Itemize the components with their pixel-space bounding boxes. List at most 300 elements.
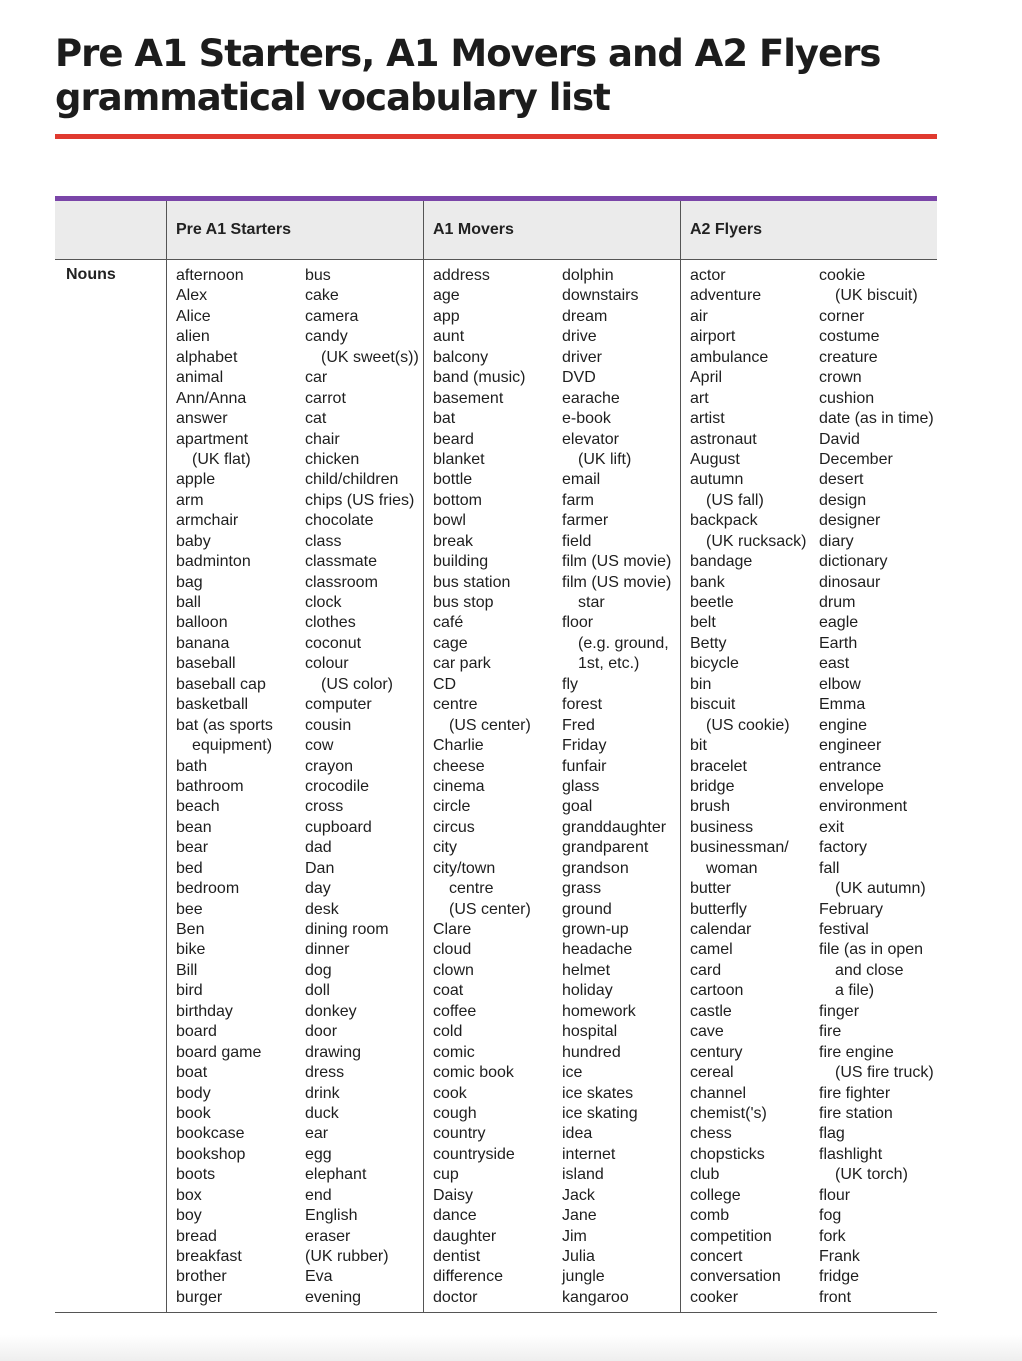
vocabulary-word: English: [305, 1207, 358, 1225]
vocabulary-word: beard: [433, 430, 474, 448]
vocabulary-word: airport: [690, 328, 736, 346]
vocabulary-word: date (as in time): [819, 410, 934, 428]
vocabulary-word: camel: [690, 941, 733, 959]
vocabulary-word: bat: [433, 410, 456, 428]
vocabulary-word: cup: [433, 1166, 459, 1184]
vocabulary-word: festival: [819, 921, 869, 938]
vocabulary-word: Jack: [562, 1186, 595, 1204]
vocabulary-word: Clare: [433, 921, 472, 938]
vocabulary-word: basketball: [176, 696, 249, 714]
vocabulary-word: (US color): [321, 675, 394, 693]
vocabulary-word: clock: [305, 594, 342, 611]
vocabulary-word: adventure: [690, 287, 762, 305]
vocabulary-word: burger: [176, 1288, 223, 1306]
vocabulary-word: cage: [433, 634, 468, 652]
vocabulary-word: CD: [433, 675, 457, 693]
vocabulary-word: cook: [433, 1084, 467, 1102]
vocabulary-word: bus stop: [433, 594, 494, 611]
vocabulary-word: car park: [433, 655, 491, 673]
vocabulary-word: dining room: [305, 921, 389, 938]
vocabulary-word: (e.g. ground,: [578, 634, 669, 652]
vocabulary-word: coffee: [433, 1002, 477, 1020]
vocabulary-word: bathroom: [176, 777, 244, 795]
vocabulary-word: concert: [690, 1248, 743, 1265]
vocabulary-word: fire fighter: [819, 1084, 891, 1102]
vocabulary-word: (UK rucksack): [706, 532, 807, 550]
vocabulary-word: baby: [176, 532, 211, 550]
vocabulary-word: dinosaur: [819, 573, 881, 591]
word-column: [690, 266, 806, 1308]
vocabulary-word: dad: [305, 839, 332, 857]
vocabulary-word: Jane: [562, 1207, 597, 1225]
vocabulary-word: film (US movie): [562, 573, 672, 591]
vocabulary-word: dog: [305, 961, 332, 979]
header-pre-a1-starters: Pre A1 Starters: [176, 221, 292, 238]
vocabulary-word: granddaughter: [562, 818, 667, 836]
vocabulary-word: air: [690, 307, 708, 325]
vocabulary-word: factory: [819, 839, 868, 857]
vocabulary-word: (UK flat): [192, 450, 251, 468]
vocabulary-word: bee: [176, 900, 203, 918]
vocabulary-word: cookie: [819, 267, 866, 284]
vocabulary-word: crocodile: [305, 777, 370, 795]
vocabulary-word: dictionary: [819, 553, 888, 571]
header-a2-flyers: A2 Flyers: [690, 221, 763, 238]
vocabulary-word: forest: [562, 696, 603, 714]
vocabulary-word: fire station: [819, 1104, 893, 1122]
vocabulary-word: internet: [562, 1145, 616, 1163]
vocabulary-word: downstairs: [562, 287, 639, 305]
word-column: [176, 266, 273, 1308]
vocabulary-word: birthday: [176, 1002, 233, 1020]
vocabulary-word: banana: [176, 634, 230, 652]
vocabulary-word: dentist: [433, 1248, 481, 1265]
vocabulary-word: Daisy: [433, 1186, 474, 1204]
vocabulary-word: bookcase: [176, 1125, 245, 1143]
vocabulary-word: designer: [819, 512, 881, 530]
vocabulary-word: coconut: [305, 634, 362, 652]
vocabulary-word: business: [690, 818, 754, 836]
vocabulary-word: helmet: [562, 961, 611, 979]
vocabulary-word: entrance: [819, 757, 882, 775]
vocabulary-word: (UK lift): [578, 450, 632, 468]
vocabulary-word: bear: [176, 839, 209, 857]
vocabulary-word: ball: [176, 594, 201, 611]
vocabulary-word: cave: [690, 1023, 724, 1041]
vocabulary-word: centre: [449, 880, 494, 898]
vocabulary-word: equipment): [192, 737, 273, 755]
vocabulary-word: 1st, etc.): [578, 655, 640, 673]
vocabulary-word: Frank: [819, 1248, 860, 1265]
vocabulary-word: bicycle: [690, 655, 739, 673]
vocabulary-word: grandson: [562, 859, 629, 877]
vocabulary-word: eagle: [819, 614, 859, 632]
vocabulary-word: star: [578, 594, 605, 611]
vocabulary-word: basement: [433, 389, 504, 407]
vocabulary-word: art: [690, 389, 709, 407]
vocabulary-word: car: [305, 369, 328, 387]
vocabulary-word: e-book: [562, 410, 611, 428]
vocabulary-word: chemist('s): [690, 1104, 767, 1122]
vocabulary-word: beach: [176, 798, 220, 816]
vocabulary-word: (US cookie): [706, 716, 790, 734]
vocabulary-word: chocolate: [305, 512, 374, 530]
vocabulary-word: beetle: [690, 594, 734, 611]
vocabulary-word: engine: [819, 716, 868, 734]
vocabulary-word: bus station: [433, 573, 511, 591]
vocabulary-word: (UK autumn): [835, 880, 926, 898]
vocabulary-word: calendar: [690, 921, 752, 938]
word-column: [433, 266, 531, 1308]
vocabulary-word: kangaroo: [562, 1288, 629, 1306]
vocabulary-word: ice skates: [562, 1084, 634, 1102]
vocabulary-word: Jim: [562, 1227, 587, 1245]
vocabulary-word: cold: [433, 1023, 463, 1041]
vocabulary-word: autumn: [690, 471, 744, 489]
vocabulary-word: chess: [690, 1125, 732, 1143]
vocabulary-word: Bill: [176, 961, 198, 979]
vocabulary-word: drink: [305, 1084, 340, 1102]
vocabulary-word: conversation: [690, 1268, 781, 1286]
vocabulary-word: August: [690, 450, 740, 468]
vocabulary-word: bridge: [690, 777, 735, 795]
vocabulary-word: comic book: [433, 1064, 514, 1082]
vocabulary-word: cartoon: [690, 982, 744, 1000]
vocabulary-word: holiday: [562, 982, 613, 1000]
vocabulary-word: diary: [819, 532, 854, 550]
vocabulary-word: chair: [305, 430, 340, 448]
vocabulary-word: breakfast: [176, 1248, 242, 1265]
title-underline-rule: [55, 134, 937, 139]
vocabulary-word: brother: [176, 1268, 227, 1286]
vocabulary-word: animal: [176, 369, 224, 387]
vocabulary-word: finger: [819, 1002, 860, 1020]
vocabulary-word: candy: [305, 328, 348, 346]
vocabulary-word: clothes: [305, 614, 356, 632]
vocabulary-word: ear: [305, 1125, 329, 1143]
vocabulary-word: day: [305, 880, 331, 898]
vocabulary-word: drum: [819, 594, 856, 611]
vocabulary-word: computer: [305, 696, 372, 714]
vocabulary-word: biscuit: [690, 696, 736, 714]
vocabulary-word: Earth: [819, 634, 858, 652]
vocabulary-word: funfair: [562, 757, 607, 775]
vocabulary-word: door: [305, 1023, 338, 1041]
vocabulary-word: comb: [690, 1207, 730, 1225]
vocabulary-word: (US fire truck): [835, 1064, 934, 1082]
vocabulary-word: fog: [819, 1207, 842, 1225]
vocabulary-word: book: [176, 1104, 211, 1122]
vocabulary-word: businessman/: [690, 839, 789, 857]
vocabulary-word: blanket: [433, 450, 485, 468]
vocabulary-word: address: [433, 267, 490, 284]
vocabulary-word: alien: [176, 328, 210, 346]
vocabulary-word: coat: [433, 982, 464, 1000]
vocabulary-word: card: [690, 961, 722, 979]
vocabulary-word: island: [562, 1166, 604, 1184]
vocabulary-word: goal: [562, 798, 593, 816]
vocabulary-word: break: [433, 532, 474, 550]
vocabulary-word: hundred: [562, 1043, 621, 1061]
vocabulary-word: cinema: [433, 777, 485, 795]
vocabulary-word: (US fall): [706, 491, 764, 509]
vocabulary-word: bag: [176, 573, 203, 591]
vocabulary-word: Betty: [690, 634, 727, 652]
vocabulary-word: fork: [819, 1227, 846, 1245]
vocabulary-word: (UK rubber): [305, 1248, 389, 1265]
vocabulary-word: grown-up: [562, 921, 629, 938]
vocabulary-word: design: [819, 491, 867, 509]
vocabulary-word: cat: [305, 410, 327, 428]
vocabulary-word: band (music): [433, 369, 526, 387]
vocabulary-word: fridge: [819, 1268, 860, 1286]
vocabulary-word: cloud: [433, 941, 472, 959]
vocabulary-word: (US center): [449, 716, 531, 734]
vocabulary-word: box: [176, 1186, 202, 1204]
vocabulary-word: egg: [305, 1145, 332, 1163]
vocabulary-word: board: [176, 1023, 217, 1041]
vocabulary-word: farmer: [562, 512, 609, 530]
vocabulary-word: ice skating: [562, 1104, 638, 1122]
vocabulary-word: cupboard: [305, 818, 372, 836]
vocabulary-word: Fred: [562, 716, 595, 734]
vocabulary-word: Alice: [176, 307, 211, 325]
vocabulary-word: east: [819, 655, 850, 673]
vocabulary-word: Dan: [305, 859, 335, 877]
vocabulary-word: camera: [305, 307, 359, 325]
vocabulary-word: circus: [433, 818, 475, 836]
vocabulary-word: Charlie: [433, 737, 484, 755]
vocabulary-word: (UK torch): [835, 1166, 908, 1184]
vocabulary-word: fall: [819, 859, 840, 877]
vocabulary-word: environment: [819, 798, 908, 816]
column-divider: [680, 201, 681, 1313]
vocabulary-word: ice: [562, 1064, 583, 1082]
vocabulary-word: club: [690, 1166, 720, 1184]
vocabulary-word: hospital: [562, 1023, 618, 1041]
vocabulary-word: alphabet: [176, 348, 238, 366]
vocabulary-word: bike: [176, 941, 206, 959]
vocabulary-word: (US center): [449, 900, 531, 918]
vocabulary-word: armchair: [176, 512, 239, 530]
vocabulary-word: desk: [305, 900, 339, 918]
vocabulary-word: doctor: [433, 1288, 478, 1306]
vocabulary-word: bit: [690, 737, 707, 755]
vocabulary-word: field: [562, 532, 592, 550]
vocabulary-word: David: [819, 430, 860, 448]
column-divider: [423, 201, 424, 1313]
vocabulary-word: costume: [819, 328, 880, 346]
vocabulary-word: idea: [562, 1125, 593, 1143]
vocabulary-word: app: [433, 307, 460, 325]
vocabulary-word: daughter: [433, 1227, 497, 1245]
vocabulary-word: belt: [690, 614, 716, 632]
word-column: [819, 266, 934, 1308]
word-column: [305, 266, 419, 1308]
vocabulary-word: (UK biscuit): [835, 287, 918, 305]
vocabulary-word: bird: [176, 982, 203, 1000]
vocabulary-word: café: [433, 614, 464, 632]
vocabulary-word: apartment: [176, 430, 249, 448]
vocabulary-word: baseball cap: [176, 675, 266, 693]
vocabulary-word: farm: [562, 491, 594, 509]
vocabulary-word: file (as in open: [819, 941, 924, 959]
title-line-2: grammatical vocabulary list: [55, 76, 610, 119]
vocabulary-word: eraser: [305, 1227, 351, 1245]
vocabulary-word: jungle: [562, 1268, 605, 1286]
vocabulary-word: Ben: [176, 921, 205, 938]
vocabulary-word: bed: [176, 859, 203, 877]
vocabulary-word: boots: [176, 1166, 216, 1184]
vocabulary-word: cow: [305, 737, 334, 755]
vocabulary-word: ambulance: [690, 348, 769, 366]
page-title: [55, 32, 955, 120]
vocabulary-word: cross: [305, 798, 344, 816]
vocabulary-word: ground: [562, 900, 612, 918]
vocabulary-word: class: [305, 532, 342, 550]
vocabulary-word: child/children: [305, 471, 399, 489]
vocabulary-word: bracelet: [690, 757, 747, 775]
vocabulary-word: bottle: [433, 471, 473, 489]
vocabulary-word: bank: [690, 573, 725, 591]
vocabulary-word: cousin: [305, 716, 352, 734]
vocabulary-word: Emma: [819, 696, 866, 714]
vocabulary-word: elevator: [562, 430, 619, 448]
vocabulary-word: chicken: [305, 450, 360, 468]
vocabulary-word: bottom: [433, 491, 482, 509]
vocabulary-word: clown: [433, 961, 474, 979]
vocabulary-word: cheese: [433, 757, 485, 775]
vocabulary-word: boy: [176, 1207, 202, 1225]
vocabulary-word: Friday: [562, 737, 607, 755]
vocabulary-word: flag: [819, 1125, 845, 1143]
title-line-1: Pre A1 Starters, A1 Movers and A2 Flyers: [55, 32, 881, 75]
vocabulary-word: balloon: [176, 614, 228, 632]
vocabulary-word: bin: [690, 675, 712, 693]
vocabulary-word: century: [690, 1043, 743, 1061]
vocabulary-word: floor: [562, 614, 594, 632]
vocabulary-word: crown: [819, 369, 862, 387]
vocabulary-word: glass: [562, 777, 600, 795]
word-column: [562, 266, 671, 1308]
vocabulary-word: a file): [835, 982, 875, 1000]
vocabulary-word: cake: [305, 287, 339, 305]
vocabulary-word: creature: [819, 348, 878, 366]
vocabulary-word: engineer: [819, 737, 882, 755]
vocabulary-word: artist: [690, 410, 725, 428]
vocabulary-word: front: [819, 1288, 852, 1306]
vocabulary-word: competition: [690, 1227, 772, 1245]
vocabulary-word: bean: [176, 818, 212, 836]
header-a1-movers: A1 Movers: [433, 221, 514, 238]
vocabulary-word: baseball: [176, 655, 236, 673]
vocabulary-word: backpack: [690, 512, 758, 530]
vocabulary-word: February: [819, 900, 884, 918]
row-label-nouns: Nouns: [66, 266, 116, 283]
vocabulary-word: bat (as sports: [176, 716, 273, 734]
vocabulary-word: bandage: [690, 553, 753, 571]
vocabulary-word: classmate: [305, 553, 378, 571]
vocabulary-word: channel: [690, 1084, 747, 1102]
vocabulary-word: city/town: [433, 859, 496, 877]
vocabulary-word: bookshop: [176, 1145, 246, 1163]
vocabulary-word: carrot: [305, 389, 346, 407]
vocabulary-word: elephant: [305, 1166, 367, 1184]
vocabulary-word: December: [819, 450, 893, 468]
vocabulary-word: Eva: [305, 1268, 333, 1286]
vocabulary-word: dream: [562, 307, 608, 325]
vocabulary-word: bread: [176, 1227, 217, 1245]
vocabulary-word: butter: [690, 880, 731, 898]
vocabulary-word: badminton: [176, 553, 251, 571]
vocabulary-word: castle: [690, 1002, 732, 1020]
vocabulary-word: circle: [433, 798, 471, 816]
vocabulary-word: board game: [176, 1043, 262, 1061]
vocabulary-word: end: [305, 1186, 332, 1204]
vocabulary-word: dance: [433, 1207, 477, 1225]
vocabulary-word: college: [690, 1186, 741, 1204]
vocabulary-word: chips (US fries): [305, 491, 415, 509]
vocabulary-word: email: [562, 471, 601, 489]
vocabulary-word: drive: [562, 328, 597, 346]
vocabulary-word: (UK sweet(s)): [321, 348, 419, 366]
vocabulary-word: apple: [176, 471, 216, 489]
vocabulary-word: difference: [433, 1268, 503, 1286]
vocabulary-word: elbow: [819, 675, 861, 693]
vocabulary-word: fire: [819, 1023, 842, 1041]
page-bottom-shadow: [0, 1335, 1022, 1361]
vocabulary-word: driver: [562, 348, 603, 366]
vocabulary-word: bedroom: [176, 880, 240, 898]
vocabulary-word: comic: [433, 1043, 475, 1061]
vocabulary-word: actor: [690, 267, 726, 284]
vocabulary-word: colour: [305, 655, 349, 673]
vocabulary-word: grass: [562, 880, 602, 898]
vocabulary-word: grandparent: [562, 839, 649, 857]
vocabulary-word: film (US movie): [562, 553, 672, 571]
vocabulary-word: Julia: [562, 1248, 595, 1265]
vocabulary-word: bowl: [433, 512, 466, 530]
vocabulary-word: crayon: [305, 757, 354, 775]
vocabulary-word: city: [433, 839, 457, 857]
vocabulary-word: astronaut: [690, 430, 757, 448]
vocabulary-word: headache: [562, 941, 633, 959]
vocabulary-word: DVD: [562, 369, 596, 387]
vocabulary-word: cooker: [690, 1288, 739, 1306]
vocabulary-word: duck: [305, 1104, 339, 1122]
vocabulary-word: chopsticks: [690, 1145, 765, 1163]
vocabulary-word: centre: [433, 696, 478, 714]
vocabulary-word: dolphin: [562, 267, 614, 284]
vocabulary-word: cushion: [819, 389, 875, 407]
vocabulary-word: country: [433, 1125, 486, 1143]
vocabulary-word: classroom: [305, 573, 378, 591]
vocabulary-word: afternoon: [176, 267, 244, 284]
vocabulary-word: aunt: [433, 328, 465, 346]
vocabulary-word: desert: [819, 471, 864, 489]
vocabulary-word: drawing: [305, 1043, 362, 1061]
vocabulary-word: Ann/Anna: [176, 389, 247, 407]
vocabulary-word: flashlight: [819, 1145, 883, 1163]
column-divider: [166, 201, 167, 1313]
vocabulary-word: boat: [176, 1064, 208, 1082]
vocabulary-word: envelope: [819, 777, 884, 795]
vocabulary-word: April: [690, 369, 723, 387]
vocabulary-word: earache: [562, 389, 620, 407]
table-bottom-rule: [55, 1312, 937, 1313]
vocabulary-word: butterfly: [690, 900, 747, 918]
vocabulary-word: fire engine: [819, 1043, 894, 1061]
